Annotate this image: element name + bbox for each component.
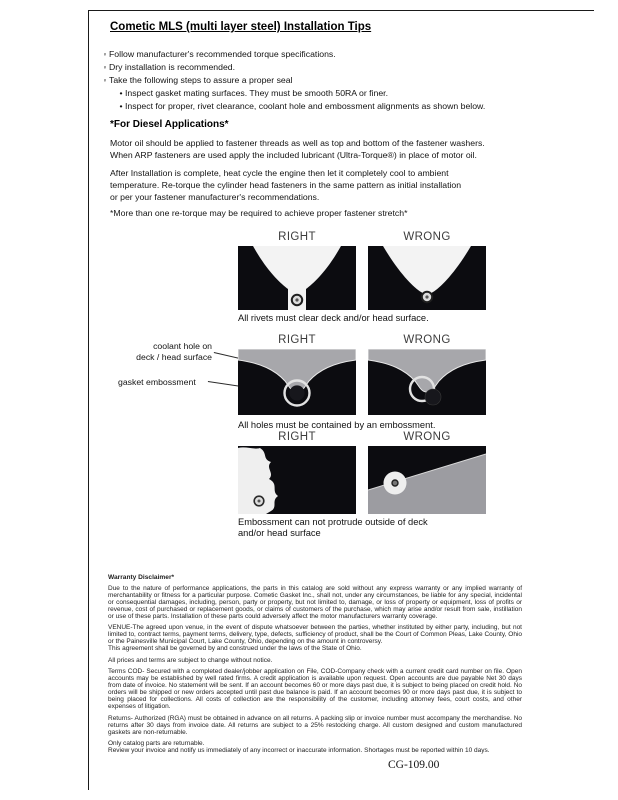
legal-paragraph: Due to the nature of performance applications, the parts in this catalog are sold without any express warranty or any implied warranty of merchantability or fitness for a particular purpose. Cometic Gasket Inc., shall not, under any circumstances, be liable for any special, incidental or consequential damages, including, person, party or property, but not limited to, damage, or loss of property or equipment, loss of profits or revenue, cost of purchased or replacement goods, or claims of customers of the purchase, which may arise and/or result from sale, instillation or use of these parts. Installation of these parts could adversely affect the motor manufacturers warranty coverage.: [108, 584, 522, 620]
paragraph-line: When ARP fasteners are used apply the included lubricant (Ultra-Torque®) in place of motor oil.: [110, 150, 477, 160]
coolant-hole-label: [128, 341, 212, 362]
list-item: [101, 75, 293, 85]
coolant-hole-icon: [289, 385, 304, 400]
fig2-caption: All holes must be contained by an embossment.: [238, 420, 436, 430]
bullet-text: Inspect gasket mating surfaces. They must be smooth 50RA or finer.: [125, 88, 389, 98]
fig3-right-label: RIGHT: [278, 431, 316, 443]
embossment-center-icon: [258, 500, 261, 503]
legal-section: [108, 574, 522, 759]
bullet-text: Take the following steps to assure a proper seal: [109, 75, 293, 85]
rivet-center-icon: [425, 295, 428, 298]
page-number: CG-109.00: [388, 759, 440, 771]
fig2-wrong-illustration: [368, 349, 486, 415]
warranty-disclaimer-heading: Warranty Disclaimer*: [108, 574, 175, 581]
fig1-right-label: RIGHT: [278, 231, 316, 243]
list-item: [101, 62, 235, 72]
legal-paragraph: Terms COD- Secured with a completed dealer/jobber application on File, COD-Company check with a current credit card number on file. Open accounts may be established by well rated firms. A credit application is available upon request. Open accounts are due payable Net 30 days from date of invoice. No statement will be sent. If an account becomes 60 or more days past due, it is subject to being placed on credit hold. No orders will be shipped or new orders accepted until past due balance is paid. If an account becomes 90 or more days past due, it is subject to being placed for collections. All costs of collection are the responsibility of the customer, including attorney fees, court costs, and other expenses of litigation.: [108, 668, 522, 710]
fig1-caption: All rivets must clear deck and/or head surface.: [238, 313, 429, 323]
coolant-hole-label-line1: coolant hole on: [153, 341, 212, 351]
sub-bullet-marker: •: [119, 88, 123, 98]
retorque-note: *More than one re-torque may be required to achieve proper fastener stretch*: [110, 208, 408, 218]
fig3-wrong-illustration: [368, 446, 486, 514]
legal-paragraph: Returns- Authorized (RGA) must be obtained in advance on all returns. A packing slip or invoice number must accompany the merchandise. No returns after 30 days from invoice date. All returns are subject to a 25% restocking charge. All custom designed and custom manufactured gaskets are non-returnable.: [108, 714, 522, 736]
page-title: Cometic MLS (multi layer steel) Installation Tips: [110, 21, 372, 33]
bullet-marker: ◦: [103, 75, 107, 85]
diesel-heading: *For Diesel Applications*: [110, 119, 229, 130]
paragraph-line: temperature. Re-torque the cylinder head fasteners in the same pattern as initial installation: [110, 180, 462, 190]
coolant-hole-label-line2: deck / head surface: [136, 351, 212, 362]
legal-paragraph: VENUE-The agreed upon venue, in the event of dispute whatsoever between the parties, whether instituted by either party, including, but not limited to, contract terms, payment terms, delivery, type, defects, sufficiency of product, shall be the Court of Common Pleas, Lake County, Ohio or the Painesville Municipal Court, Lake County, Ohio, depending on the amount in controversy.: [108, 624, 522, 645]
fig2-wrong-label: WRONG: [403, 334, 451, 346]
fig3-wrong-label: WRONG: [403, 431, 451, 443]
fig3-caption-line1: Embossment can not protrude outside of deck: [238, 517, 428, 527]
embossment-center-icon: [392, 480, 398, 486]
legal-paragraph: Review your invoice and notify us immediately of any incorrect or inaccurate information. Shortages must be reported within 10 days.: [108, 747, 490, 754]
bullet-marker: ◦: [103, 49, 107, 59]
sub-bullet-marker: •: [119, 101, 123, 111]
paragraph-line: or per your fastener manufacturer's recommendations.: [110, 192, 320, 202]
legal-paragraph: Only catalog parts are returnable.: [108, 740, 205, 747]
legal-paragraph: This agreement shall be governed by and construed under the laws of the State of Ohio.: [108, 645, 362, 652]
list-item: [117, 88, 388, 98]
bullet-text: Follow manufacturer's recommended torque specifications.: [109, 49, 336, 59]
fig1-wrong-label: WRONG: [403, 231, 451, 243]
paragraph-line: Motor oil should be applied to fastener threads as well as top and bottom of the fastener washers.: [110, 138, 485, 148]
list-item: [117, 101, 485, 111]
fig2-right-label: RIGHT: [278, 334, 316, 346]
fig3-right-illustration: [238, 446, 356, 514]
gasket-embossment-label: gasket embossment: [118, 377, 196, 387]
coolant-hole-icon: [425, 389, 441, 405]
rivet-center-icon: [295, 298, 298, 301]
bullet-text: Inspect for proper, rivet clearance, coolant hole and embossment alignments as shown below.: [125, 101, 486, 111]
fig3-caption-line2: and/or head surface: [238, 528, 321, 538]
list-item: [101, 49, 336, 59]
legal-paragraph: All prices and terms are subject to change without notice.: [108, 656, 273, 664]
paragraph-line: After Installation is complete, heat cycle the engine then let it completely cool to ambient: [110, 168, 449, 178]
bullet-text: Dry installation is recommended.: [109, 62, 236, 72]
fig2-right-illustration: [238, 349, 356, 415]
fig1-wrong-illustration: [368, 246, 486, 310]
bullet-marker: ◦: [103, 62, 107, 72]
fig1-right-illustration: [238, 246, 356, 310]
